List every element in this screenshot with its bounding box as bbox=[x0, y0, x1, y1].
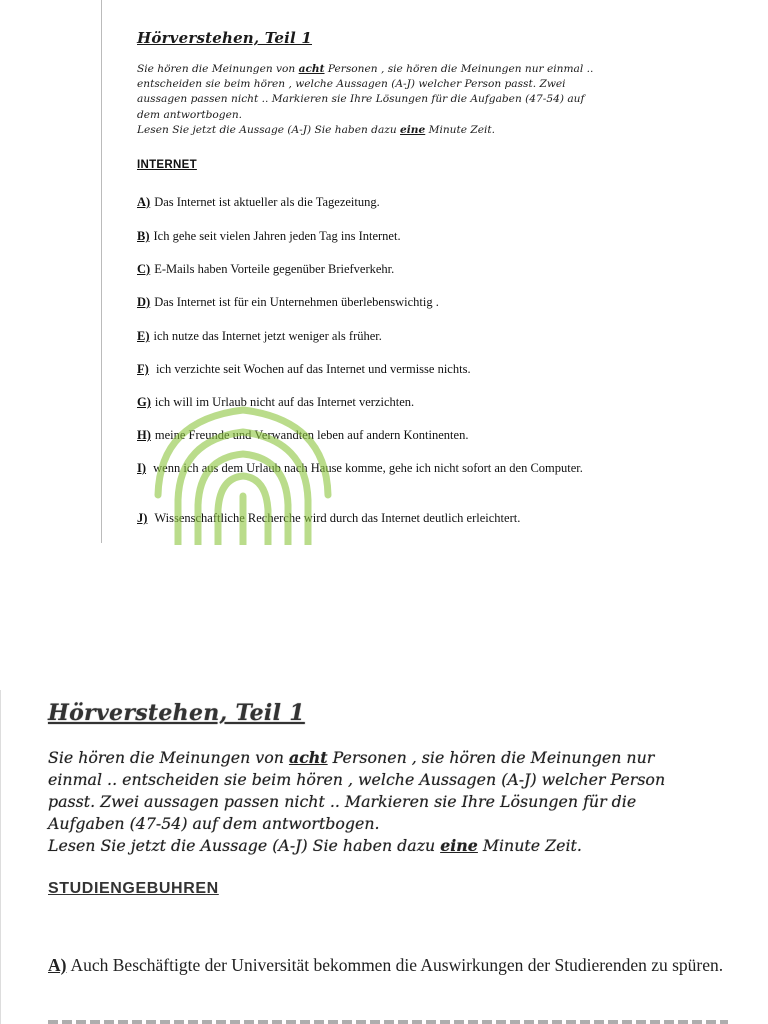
statement-text: Das Internet ist für ein Unternehmen überlebenswichtig . bbox=[154, 295, 439, 309]
statement-text: E-Mails haben Vorteile gegenüber Briefverkehr. bbox=[154, 262, 395, 276]
statement-key: A) bbox=[48, 955, 67, 975]
statement-text: Wissenschaftliche Recherche wird durch das Internet deutlich erleichtert. bbox=[151, 511, 521, 525]
instructions-paragraph bbox=[137, 62, 607, 138]
page-title: Hörverstehen, Teil 1 bbox=[48, 700, 305, 726]
statement-key: A) bbox=[137, 195, 151, 209]
statement-key: C) bbox=[137, 262, 151, 276]
statement-key: J) bbox=[137, 511, 148, 525]
statement-b bbox=[137, 228, 607, 244]
intro-text: Minute Zeit. bbox=[477, 836, 582, 855]
statement-key: H) bbox=[137, 428, 151, 442]
emphasis-eine: eine bbox=[400, 123, 426, 136]
page-margin-line bbox=[101, 0, 102, 543]
statement-a bbox=[137, 194, 607, 210]
statement-key: I) bbox=[137, 461, 147, 475]
statement-text: Ich gehe seit vielen Jahren jeden Tag ins Internet. bbox=[153, 229, 401, 243]
fingerprint-watermark-icon bbox=[148, 400, 338, 545]
statement-text: ich will im Urlaub nicht auf das Internet verzichten. bbox=[154, 395, 415, 409]
intro-text: Personen , sie hören die Meinungen nur einmal .. entscheiden sie beim hören , welche Aussagen (A-J) welcher Person passt. Zwei aussagen passen nicht .. Markieren sie Ihre Lösungen für die Aufgaben (47-54) auf dem antwortbogen. bbox=[48, 748, 666, 833]
statement-a bbox=[48, 954, 728, 977]
intro-text: Personen , sie hören die Meinungen nur einmal .. entscheiden sie beim hören , welche Aussagen (A-J) welcher Person passt. Zwei aussagen passen nicht .. Markieren sie Ihre Lösungen für die Aufgaben (47-54) auf dem antwortbogen. bbox=[137, 63, 594, 121]
statement-text: ich nutze das Internet jetzt weniger als früher. bbox=[153, 329, 382, 343]
statement-text: Auch Beschäftigte der Universität bekommen die Auswirkungen der Studierenden zu spüren. bbox=[70, 955, 724, 975]
intro-text: Sie hören die Meinungen von bbox=[48, 748, 289, 767]
topic-heading: STUDIENGEBUHREN bbox=[48, 880, 219, 897]
emphasis-acht: acht bbox=[288, 748, 328, 767]
intro-text: Lesen Sie jetzt die Aussage (A-J) Sie haben dazu bbox=[137, 123, 401, 136]
page-title: Hörverstehen, Teil 1 bbox=[137, 29, 312, 47]
statement-key: B) bbox=[137, 229, 150, 243]
topic-heading: INTERNET bbox=[137, 159, 197, 171]
statement-key: F) bbox=[137, 362, 149, 376]
statement-text: ich verzichte seit Wochen auf das Internet und vermisse nichts. bbox=[152, 362, 471, 376]
statement-key: E) bbox=[137, 329, 150, 343]
statement-text: wenn ich aus dem Urlaub nach Hause komme, gehe ich nicht sofort an den Computer. bbox=[150, 461, 583, 475]
intro-text: Lesen Sie jetzt die Aussage (A-J) Sie haben dazu bbox=[48, 836, 441, 855]
intro-text: Minute Zeit. bbox=[425, 123, 496, 136]
statement-c bbox=[137, 261, 607, 277]
statement-key: D) bbox=[137, 295, 151, 309]
document-page-2 bbox=[0, 690, 768, 1024]
statement-text: Das Internet ist aktueller als die Tagezeitung. bbox=[154, 195, 380, 209]
cut-off-text-line bbox=[48, 1020, 728, 1024]
emphasis-eine: eine bbox=[440, 836, 478, 855]
emphasis-acht: acht bbox=[298, 63, 325, 75]
intro-text: Sie hören die Meinungen von bbox=[137, 63, 299, 75]
statement-text: meine Freunde und Verwandten leben auf andern Kontinenten. bbox=[154, 428, 469, 442]
instructions-paragraph bbox=[48, 747, 688, 857]
statement-d bbox=[137, 294, 607, 310]
statement-e bbox=[137, 328, 607, 344]
statement-f bbox=[137, 361, 607, 377]
statement-key: G) bbox=[137, 395, 151, 409]
